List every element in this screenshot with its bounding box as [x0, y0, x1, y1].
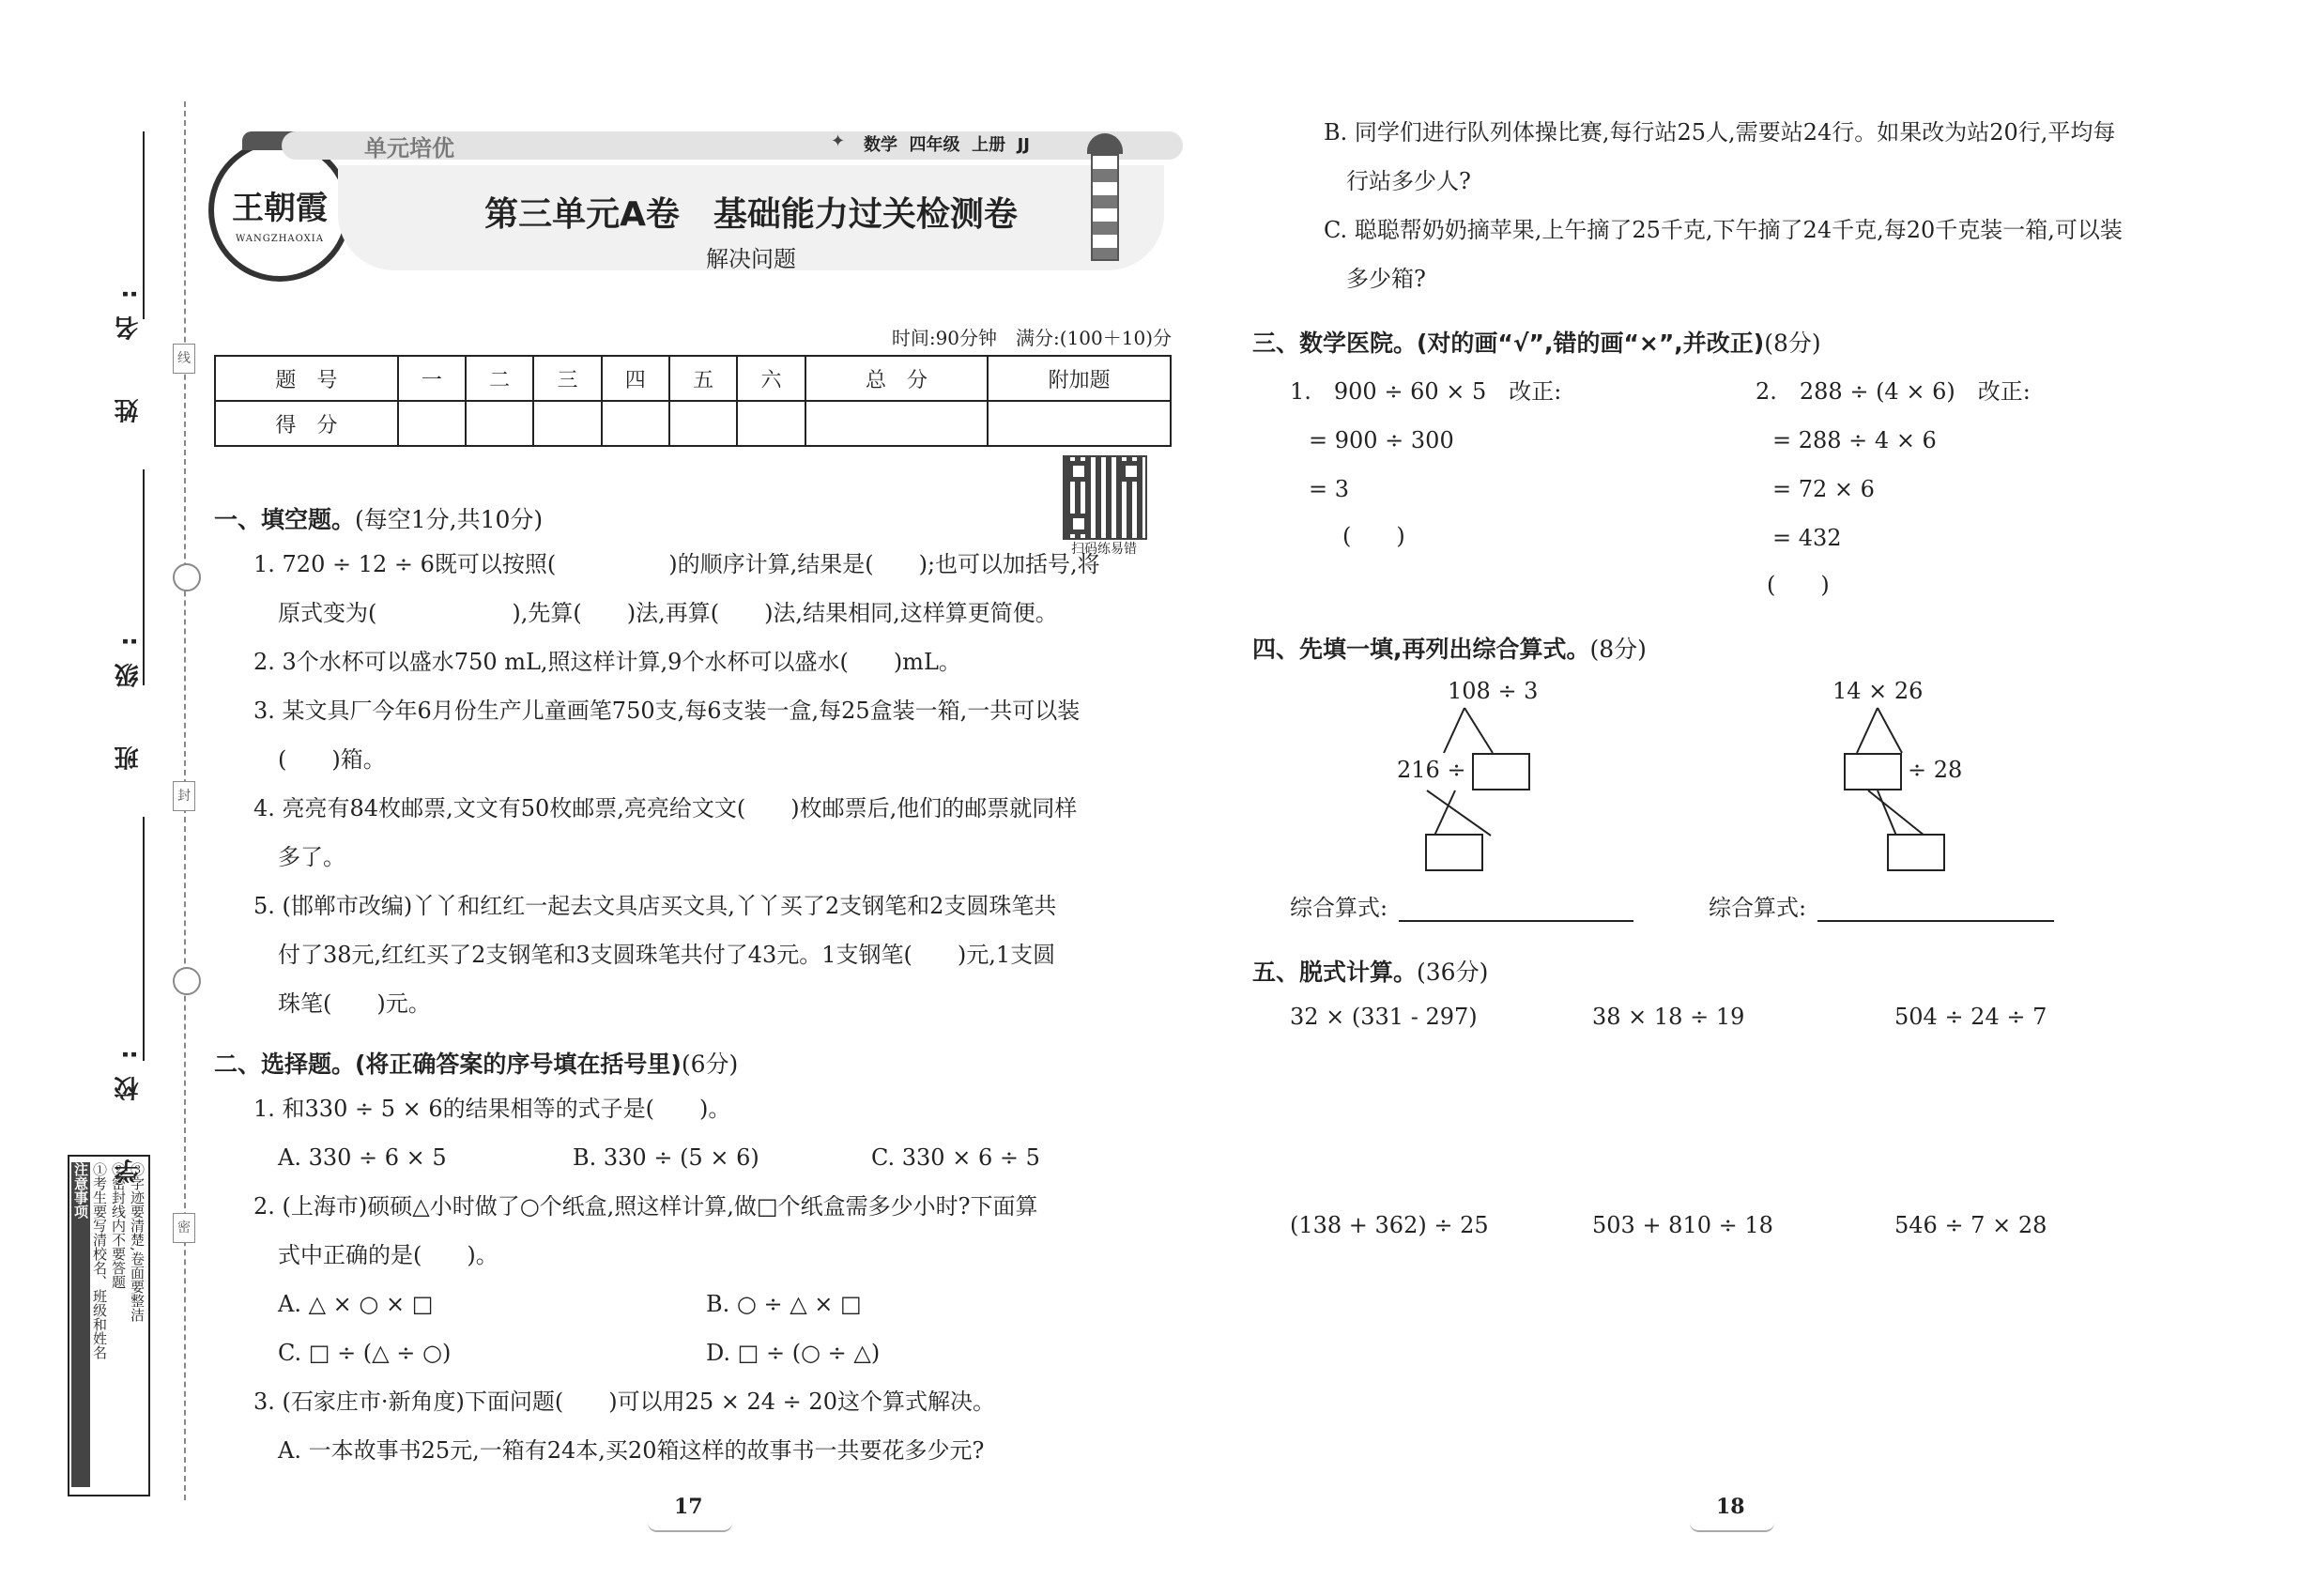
- s2-q1-option-a[interactable]: A. 330 ÷ 6 × 5: [278, 1144, 447, 1171]
- name-label: 姓 名:: [115, 272, 143, 423]
- s1-line-4: 3. 某文具厂今年6月份生产儿童画笔750支,每6支装一盒,每25盒装一箱,一共可以装: [253, 698, 1081, 724]
- s2-q2-line-2: 式中正确的是( )。: [278, 1242, 498, 1268]
- s3-p2-line-4: = 432: [1772, 525, 1842, 551]
- book-meta: 数学 四年级 上册 JJ: [864, 135, 1030, 155]
- score-header: 六: [737, 356, 805, 401]
- s2-q2-line-1: 2. (上海市)硕硕△小时做了○个纸盒,照这样计算,做□个纸盒需多少小时?下面算: [253, 1193, 1038, 1220]
- s1-line-3: 2. 3个水杯可以盛水750 mL,照这样计算,9个水杯可以盛水( )mL。: [253, 649, 961, 675]
- s2-q2-option-d[interactable]: D. □ ÷ (○ ÷ △): [706, 1340, 881, 1366]
- s1-line-8: 5. (邯郸市改编)丫丫和红红一起去文具店买文具,丫丫买了2支钢笔和2支圆珠笔共: [253, 893, 1057, 919]
- tree1-middle-box[interactable]: [1472, 753, 1530, 790]
- formula-answer-line-2[interactable]: [1817, 920, 2054, 922]
- s5-expr-6: 546 ÷ 7 × 28: [1894, 1212, 2047, 1238]
- score-header: 四: [602, 356, 669, 401]
- score-header: 附加题: [988, 356, 1171, 401]
- s2-q3-option-b-cont: 行站多少人?: [1346, 168, 1471, 194]
- section2-note: (6分): [681, 1051, 739, 1078]
- time-info: 时间:90分钟 满分:(100＋10)分: [891, 327, 1172, 349]
- score-header: 二: [466, 356, 533, 401]
- page-number-left: 17: [674, 1495, 703, 1519]
- section1-note: (每空1分,共10分): [355, 506, 544, 533]
- s2-q1-option-c[interactable]: C. 330 × 6 ÷ 5: [871, 1144, 1040, 1171]
- page-ornament-left: [648, 1523, 732, 1532]
- s1-line-7: 多了。: [278, 844, 345, 870]
- s1-line-2: 原式变为( ),先算( )法,再算( )法,结果相同,这样算更简便。: [278, 600, 1058, 626]
- section3-title: [1252, 325, 1821, 359]
- section1-heading: 一、填空题。: [214, 506, 356, 533]
- note-3: ③字迹要清楚,卷面要整洁: [129, 1162, 146, 1322]
- seal-char-3: 密: [173, 1213, 195, 1243]
- s3-p2-line-2: = 288 ÷ 4 × 6: [1772, 427, 1937, 453]
- score-cell[interactable]: [669, 401, 737, 446]
- s5-expr-4: (138 + 362) ÷ 25: [1290, 1212, 1489, 1238]
- s2-q3: 3. (石家庄市·新角度)下面问题( )可以用25 × 24 ÷ 20这个算式解决。: [253, 1389, 995, 1415]
- score-header: 题 号: [215, 356, 398, 401]
- page-number-right: 18: [1716, 1495, 1745, 1519]
- score-header: 五: [669, 356, 737, 401]
- tree2-right: ÷ 28: [1908, 757, 1963, 783]
- score-row: [215, 401, 1171, 446]
- tree2-top: 14 × 26: [1832, 678, 1924, 704]
- section3-heading: 三、数学医院。(对的画“√”,错的画“×”,并改正): [1252, 330, 1765, 357]
- s2-q3-option-c[interactable]: C. 聪聪帮奶奶摘苹果,上午摘了25千克,下午摘了24千克,每20千克装一箱,可以装: [1324, 217, 2123, 243]
- s2-q1-option-b[interactable]: B. 330 ÷ (5 × 6): [573, 1144, 759, 1171]
- s3-p2-line-3: = 72 × 6: [1772, 476, 1875, 502]
- s2-q3-option-b[interactable]: B. 同学们进行队列体操比赛,每行站25人,需要站24行。如果改为站20行,平均每: [1324, 119, 2116, 146]
- exam-subtitle: 解决问题: [706, 246, 796, 272]
- qr-code-icon: [1063, 455, 1147, 540]
- sparkle-icon: ✦: [831, 131, 846, 151]
- s5-expr-1: 32 × (331 - 297): [1290, 1004, 1478, 1030]
- exam-notes: [68, 1155, 150, 1496]
- s2-q2-option-c[interactable]: C. □ ÷ (△ ÷ ○): [278, 1340, 452, 1366]
- s1-line-6: 4. 亮亮有84枚邮票,文文有50枚邮票,亮亮给文文( )枚邮票后,他们的邮票就同样: [253, 795, 1078, 821]
- s3-p1-line-2: = 900 ÷ 300: [1309, 427, 1454, 453]
- s3-p1-line-3: = 3: [1309, 476, 1350, 502]
- s3-p2-judge[interactable]: ( ): [1767, 572, 1830, 598]
- score-cell[interactable]: [737, 401, 805, 446]
- qr-caption: 扫码练易错: [1071, 542, 1137, 557]
- s5-expr-3: 504 ÷ 24 ÷ 7: [1894, 1004, 2047, 1030]
- seal-char-2: 封: [173, 781, 195, 811]
- note-2: ②密封线内不要答题: [110, 1162, 127, 1289]
- tree1-top: 108 ÷ 3: [1448, 678, 1539, 704]
- s1-line-10: 珠笔( )元。: [278, 990, 431, 1017]
- brand-logo: [208, 139, 351, 282]
- s5-expr-2: 38 × 18 ÷ 19: [1592, 1004, 1745, 1030]
- s2-q1: 1. 和330 ÷ 5 × 6的结果相等的式子是( )。: [253, 1096, 731, 1122]
- score-cell[interactable]: [805, 401, 989, 446]
- page-ornament-right: [1690, 1523, 1774, 1532]
- score-row-label: 得 分: [215, 401, 398, 446]
- tree1-result-box[interactable]: [1425, 834, 1483, 871]
- score-cell[interactable]: [988, 401, 1171, 446]
- s5-expr-5: 503 + 810 ÷ 18: [1592, 1212, 1773, 1238]
- s2-q3-option-c-cont: 多少箱?: [1346, 266, 1426, 292]
- section1-title: [214, 501, 543, 535]
- formula-answer-line-1[interactable]: [1399, 920, 1633, 922]
- binding-clip-icon: [173, 563, 201, 591]
- section4-title: [1252, 631, 1647, 665]
- section3-note: (8分): [1764, 330, 1821, 357]
- tree1-left: 216 ÷: [1397, 757, 1466, 783]
- note-1: ①考生要写清校名、班级和姓名: [91, 1162, 108, 1359]
- brand-name: 王朝霞: [232, 190, 328, 227]
- score-cell[interactable]: [398, 401, 466, 446]
- school-underline: [143, 817, 145, 1061]
- s3-p1-judge[interactable]: ( ): [1342, 523, 1405, 549]
- s1-line-9: 付了38元,红红买了2支钢笔和3支圆珠笔共付了43元。1支钢笔( )元,1支圆: [278, 942, 1056, 968]
- lighthouse-icon: [1087, 133, 1123, 261]
- score-table: [214, 355, 1172, 447]
- brand-sub: WANGZHAOXIA: [236, 234, 324, 244]
- section4-heading: 四、先填一填,再列出综合算式。: [1252, 636, 1590, 663]
- score-header: 一: [398, 356, 466, 401]
- section4-note: (8分): [1589, 636, 1647, 663]
- s2-q3-option-a[interactable]: A. 一本故事书25元,一箱有24本,买20箱这样的故事书一共要花多少元?: [278, 1437, 985, 1464]
- score-cell[interactable]: [602, 401, 669, 446]
- s1-line-5: ( )箱。: [278, 746, 386, 773]
- class-label: 班 级:: [115, 620, 143, 771]
- formula-label-2: 综合算式:: [1709, 895, 1807, 921]
- series-label: 单元培优: [364, 135, 454, 161]
- s2-q2-option-a[interactable]: A. △ × ○ × □: [278, 1291, 434, 1317]
- notes-title: 注意事项: [71, 1162, 90, 1487]
- score-header: 三: [533, 356, 601, 401]
- school-label: 学 校:: [115, 1033, 143, 1184]
- section5-heading: 五、脱式计算。: [1252, 959, 1418, 986]
- section2-title: [214, 1046, 738, 1080]
- s3-p2-line-1: 2. 288 ÷ (4 × 6) 改正:: [1756, 378, 2031, 405]
- section2-heading: 二、选择题。(将正确答案的序号填在括号里): [214, 1051, 682, 1078]
- tree2-result-box[interactable]: [1887, 834, 1945, 871]
- section5-title: [1252, 954, 1488, 988]
- s1-line-1: 1. 720 ÷ 12 ÷ 6既可以按照( )的顺序计算,结果是( );也可以加括号,将: [253, 551, 1100, 577]
- score-header-row: [215, 356, 1171, 401]
- seal-char-1: 线: [173, 344, 195, 374]
- s3-p1-line-1: 1. 900 ÷ 60 × 5 改正:: [1290, 378, 1562, 405]
- score-cell[interactable]: [533, 401, 601, 446]
- tree2-middle-box[interactable]: [1844, 753, 1902, 790]
- score-header: 总 分: [805, 356, 989, 401]
- score-cell[interactable]: [466, 401, 533, 446]
- exam-title: 第三单元A卷 基础能力过关检测卷: [484, 195, 1018, 234]
- s2-q2-option-b[interactable]: B. ○ ÷ △ × □: [706, 1291, 862, 1317]
- binding-clip-icon: [173, 967, 201, 995]
- formula-label-1: 综合算式:: [1290, 895, 1388, 921]
- section5-note: (36分): [1417, 959, 1489, 986]
